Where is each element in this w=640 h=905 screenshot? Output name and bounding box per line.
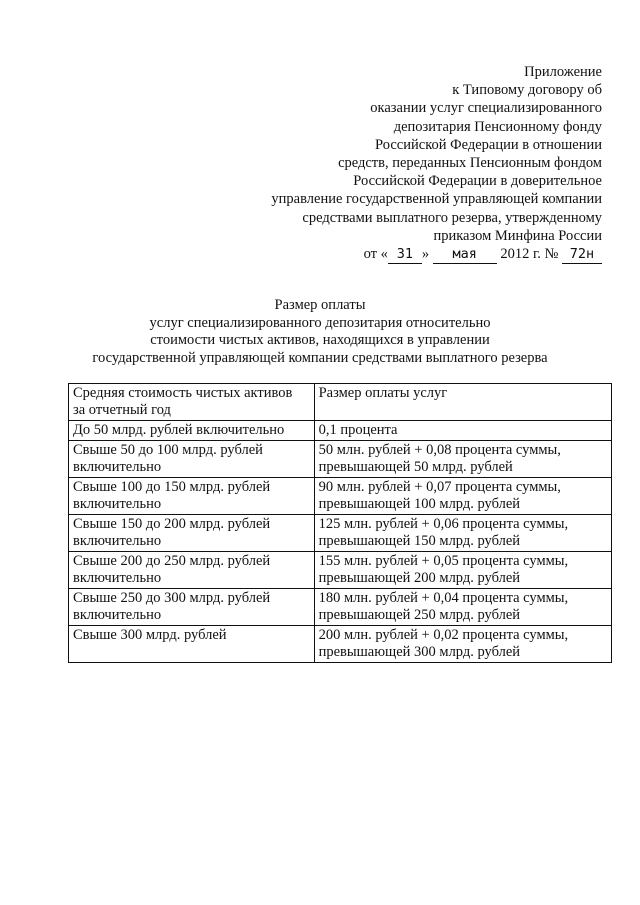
fee-text: превышающей 150 млрд. рублей xyxy=(318,533,521,549)
appendix-line: Приложение xyxy=(524,64,602,80)
appendix-line: оказании услуг специализированного xyxy=(370,100,602,117)
order-number-label: № xyxy=(544,246,559,263)
fee-text: 180 млн. рублей + 0,04 процента суммы, xyxy=(318,590,569,606)
range-cell xyxy=(69,441,315,478)
appendix-line: управление государственной управляющей компании xyxy=(271,191,602,208)
table-row xyxy=(69,589,612,626)
table-row xyxy=(69,626,612,663)
fee-cell xyxy=(314,589,611,626)
title-line: услуг специализированного депозитария относительно xyxy=(149,314,491,331)
order-month: мая xyxy=(433,245,497,264)
fee-text: превышающей 100 млрд. рублей xyxy=(318,496,521,512)
title-line: государственной управляющей компании средствами выплатного резерва xyxy=(92,349,548,366)
fee-cell xyxy=(314,421,611,441)
order-quote-close: » xyxy=(421,246,430,263)
range-text: Свыше 50 до 100 млрд. рублей xyxy=(73,442,263,458)
appendix-block xyxy=(222,63,602,264)
fee-table xyxy=(68,383,612,663)
table-row xyxy=(69,421,612,441)
title-line: Размер оплаты xyxy=(274,297,366,313)
range-text: включительно xyxy=(73,570,162,586)
fee-text: 155 млн. рублей + 0,05 процента суммы, xyxy=(318,553,569,569)
table-row xyxy=(69,515,612,552)
range-text: включительно xyxy=(73,459,162,475)
range-text: Свыше 250 до 300 млрд. рублей xyxy=(73,590,271,606)
document-title xyxy=(40,297,600,367)
order-prefix: от « xyxy=(363,246,388,263)
appendix-line: к Типовому договору об xyxy=(452,82,602,99)
appendix-line: Российской Федерации в доверительное xyxy=(353,173,602,190)
table-row xyxy=(69,441,612,478)
title-line: стоимости чистых активов, находящихся в управлении xyxy=(150,332,490,348)
range-cell xyxy=(69,421,315,441)
header-text: Средняя стоимость чистых активов xyxy=(73,385,293,401)
fee-text: превышающей 300 млрд. рублей xyxy=(318,644,521,660)
appendix-line: Российской Федерации в отношении xyxy=(375,136,602,153)
fee-text: превышающей 250 млрд. рублей xyxy=(318,607,521,623)
range-text: включительно xyxy=(73,533,162,549)
header-text: за отчетный год xyxy=(73,402,171,418)
fee-cell xyxy=(314,441,611,478)
fee-text: превышающей 200 млрд. рублей xyxy=(318,570,521,586)
table-row xyxy=(69,552,612,589)
fee-text: 0,1 процента xyxy=(318,422,398,438)
header-text: Размер оплаты услуг xyxy=(318,385,448,401)
order-reference xyxy=(222,245,602,264)
range-cell xyxy=(69,515,315,552)
range-text: Свыше 150 до 200 млрд. рублей xyxy=(73,516,271,532)
range-text: Свыше 300 млрд. рублей xyxy=(73,627,227,643)
range-cell xyxy=(69,589,315,626)
fee-text: 50 млн. рублей + 0,08 процента суммы, xyxy=(318,442,561,458)
appendix-line: депозитария Пенсионному фонду xyxy=(393,118,602,135)
header-cell-assets xyxy=(69,384,315,421)
range-cell xyxy=(69,626,315,663)
range-cell xyxy=(69,552,315,589)
appendix-line: средств, переданных Пенсионным фондом xyxy=(338,155,602,172)
fee-cell xyxy=(314,626,611,663)
range-cell xyxy=(69,478,315,515)
fee-text: превышающей 50 млрд. рублей xyxy=(318,459,513,475)
fee-text: 200 млн. рублей + 0,02 процента суммы, xyxy=(318,627,569,643)
fee-text: 90 млн. рублей + 0,07 процента суммы, xyxy=(318,479,561,495)
fee-cell xyxy=(314,478,611,515)
table-header-row xyxy=(69,384,612,421)
table-row xyxy=(69,478,612,515)
fee-cell xyxy=(314,515,611,552)
order-year: 2012 г. xyxy=(500,246,541,263)
order-number: 72н xyxy=(562,245,602,264)
range-text: Свыше 200 до 250 млрд. рублей xyxy=(73,553,271,569)
range-text: До 50 млрд. рублей включительно xyxy=(73,422,285,438)
appendix-line: приказом Минфина России xyxy=(433,227,602,244)
range-text: включительно xyxy=(73,496,162,512)
fee-text: 125 млн. рублей + 0,06 процента суммы, xyxy=(318,516,569,532)
order-day: 31 xyxy=(388,245,422,264)
range-text: включительно xyxy=(73,607,162,623)
header-cell-fee xyxy=(314,384,611,421)
range-text: Свыше 100 до 150 млрд. рублей xyxy=(73,479,271,495)
fee-cell xyxy=(314,552,611,589)
appendix-line: средствами выплатного резерва, утвержденному xyxy=(302,209,602,226)
